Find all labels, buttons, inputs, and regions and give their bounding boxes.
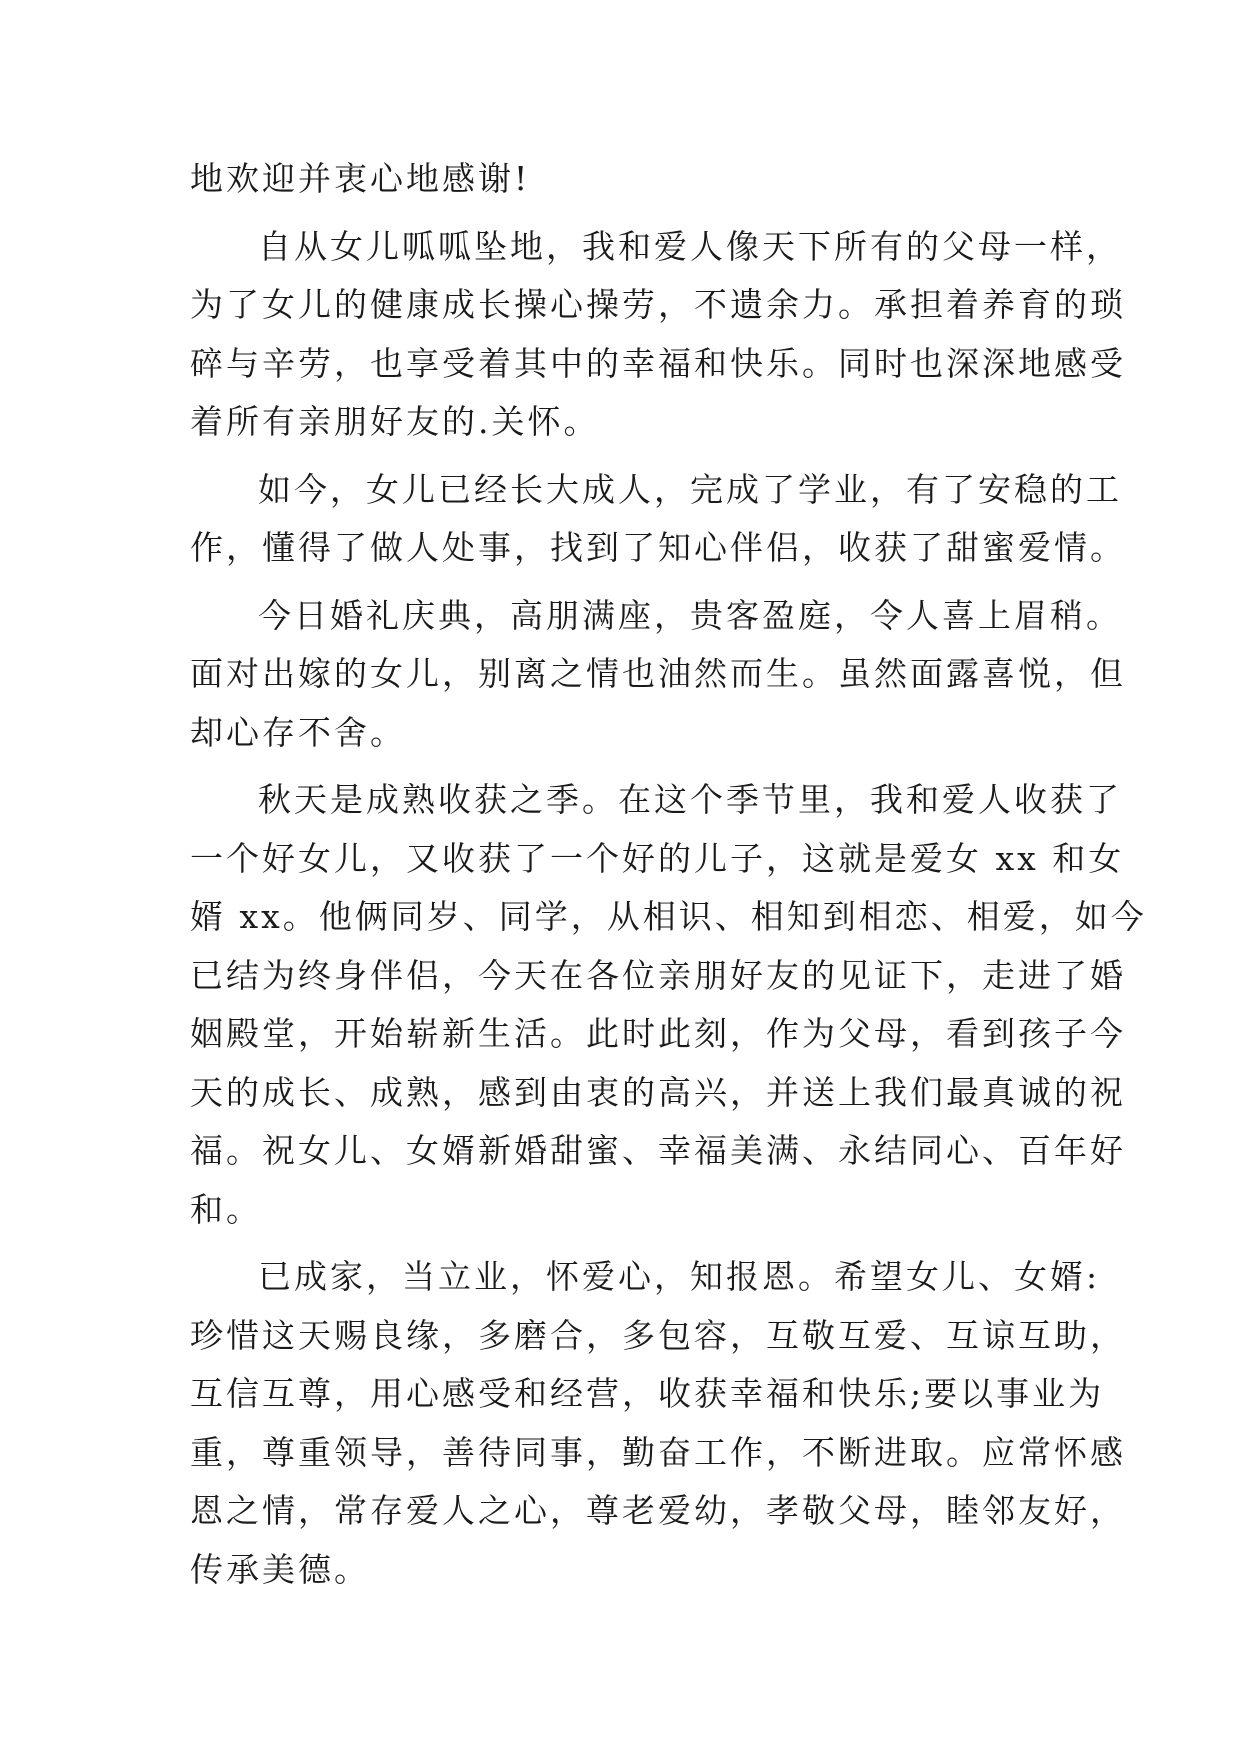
text-line: 地欢迎并衷心地感谢!: [190, 159, 531, 198]
paragraph-3: [190, 461, 1126, 578]
paragraph-4: [190, 587, 1126, 763]
text-line: 面对出嫁的女儿，别离之情也油然而生。虽然面露喜悦，但: [190, 654, 1126, 693]
text-line: 如今，女儿已经长大成人，完成了学业，有了安稳的工: [258, 469, 1122, 509]
text-line: 为了女儿的健康成长操心操劳，不遗余力。承担着养育的琐: [190, 285, 1126, 324]
paragraph-2: [190, 218, 1126, 452]
text-line: 作，懂得了做人处事，找到了知心伴侣，收获了甜蜜爱情。: [190, 528, 1126, 567]
text-line: 姻殿堂，开始崭新生活。此时此刻，作为父母，看到孩子今: [190, 1014, 1126, 1053]
text-line: 福。祝女儿、女婿新婚甜蜜、幸福美满、永结同心、百年好: [190, 1131, 1126, 1170]
paragraph-6: [190, 1248, 1126, 1599]
text-line: 自从女儿呱呱坠地，我和爱人像天下所有的父母一样，: [258, 226, 1122, 266]
text-line: 已结为终身伴侣，今天在各位亲朋好友的见证下，走进了婚: [190, 955, 1126, 995]
text-line: 天的成长、成熟，感到由衷的高兴，并送上我们最真诚的祝: [190, 1072, 1126, 1112]
text-line: 重，尊重领导，善待同事，勤奋工作，不断进取。应常怀感: [190, 1432, 1126, 1472]
text-line: 传承美德。: [190, 1549, 370, 1589]
text-line: 恩之情，常存爱人之心，尊老爱幼，孝敬父母，睦邻友好，: [190, 1491, 1126, 1530]
text-line: 珍惜这天赐良缘，多磨合，多包容，互敬互爱、互谅互助，: [190, 1315, 1126, 1355]
text-line: 却心存不舍。: [190, 712, 406, 752]
text-line: 互信互尊，用心感受和经营，收获幸福和快乐;要以事业为: [190, 1374, 1105, 1413]
text-line: 一个好女儿，又收获了一个好的儿子，这就是爱女 xx 和女: [190, 838, 1125, 878]
text-line: 秋天是成熟收获之季。在这个季节里，我和爱人收获了: [258, 780, 1122, 819]
text-line: 今日婚礼庆典，高朋满座，贵客盈庭，令人喜上眉稍。: [258, 595, 1122, 635]
document-page: [190, 150, 1147, 1599]
text-line: 碎与辛劳，也享受着其中的幸福和快乐。同时也深深地感受: [190, 343, 1126, 383]
text-line: 婿 xx。他俩同岁、同学，从相识、相知到相恋、相爱，如今: [190, 897, 1147, 936]
text-line: 已成家，当立业，怀爱心，知报恩。希望女儿、女婿:: [258, 1257, 1101, 1296]
paragraph-5: [190, 771, 1147, 1239]
paragraph-1: [190, 150, 1060, 209]
text-line: 和。: [190, 1189, 262, 1229]
text-line: 着所有亲朋好友的.关怀。: [190, 402, 600, 441]
